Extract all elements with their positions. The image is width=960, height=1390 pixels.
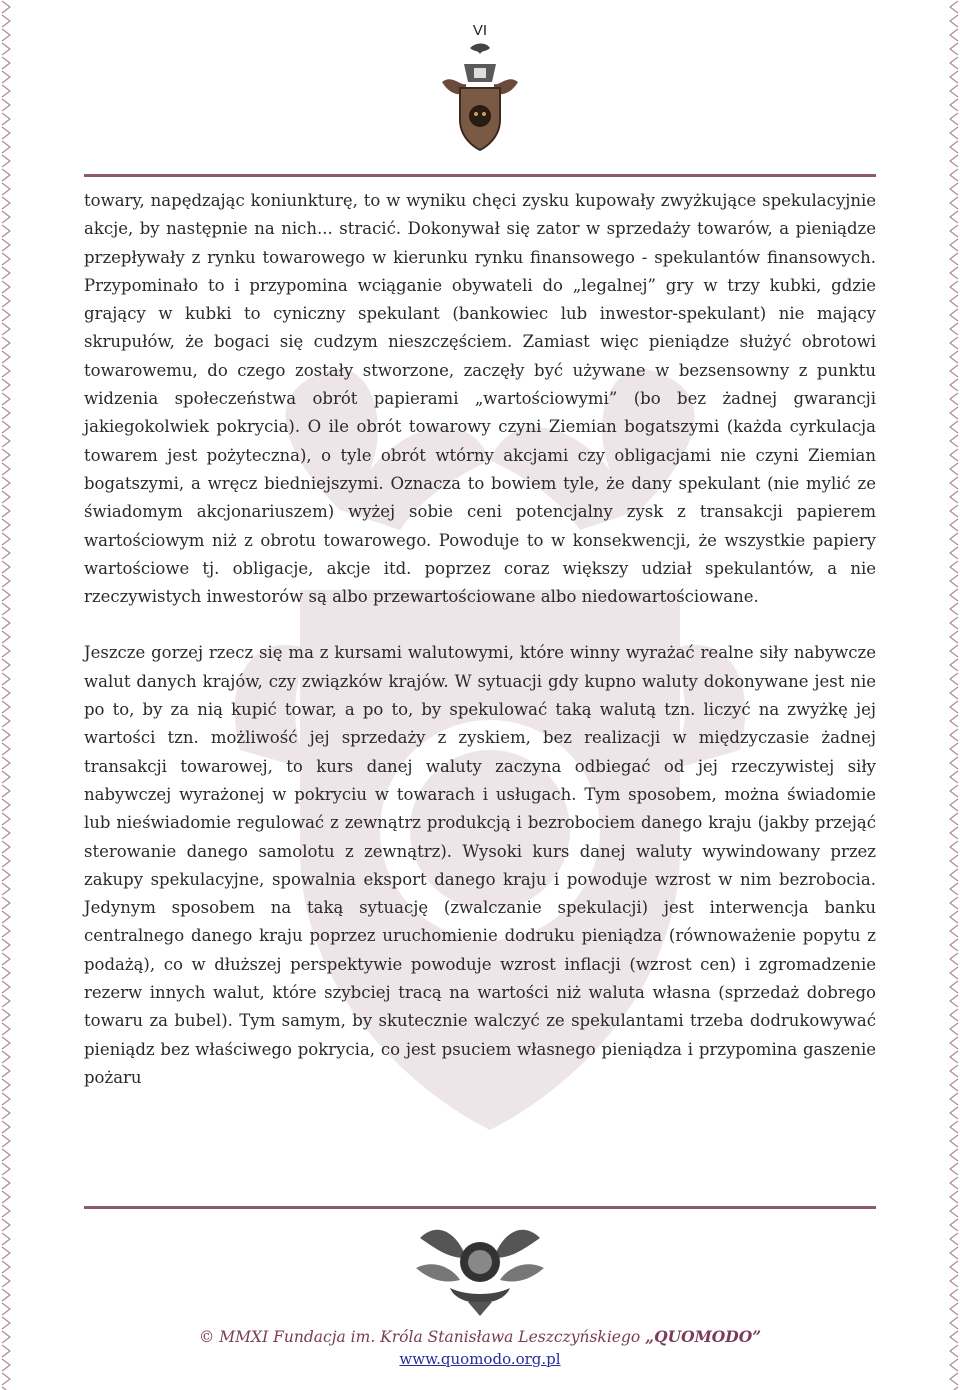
footer-divider (84, 1206, 876, 1209)
copyright-text: © MMXI Fundacja im. Króla Stanisława Leszczyńskiego (198, 1328, 641, 1346)
brand-name: „QUOMODO” (645, 1327, 762, 1346)
page-number: VI (472, 22, 488, 39)
right-decorative-border (948, 0, 960, 1390)
left-decorative-border (0, 0, 12, 1390)
article-body (84, 187, 876, 1092)
header-divider (84, 174, 876, 177)
coat-of-arms-icon (430, 42, 530, 154)
paragraph-currency-speculation: Jeszcze gorzej rzecz się ma z kursami walutowymi, które winny wyrażać realne siły nabywcze walut danych krajów, czy związków krajów. W sytuacji gdy kupno waluty dokonywane jest nie po to, by za nią kupić towar, a po to, by spekulować taką walutą tzn. liczyć na zwyżkę jej wartości tzn. możliwość jej sprzedaży z zyskiem, bez realizacji w międzyczasie żadnej transakcji towarowej, to kurs danej waluty zaczyna odbiegać od jej rzeczywistej siły nabywczej wyrażonej w pokryciu w towarach i usługach. Tym sposobem, można świadomie lub nieświadomie regulować z zewnątrz produkcją i bezrobociem danego kraju (jakby przejąć sterowanie danego samolotu z zewnątrz). Wysoki kurs danej waluty wywindowany przez zakupy spekulacyjne, spowalnia eksport danego kraju i powoduje wzrost w nim bezrobocia. Jedynym sposobem na taką sytuację (zwalczanie spekulacji) jest interwencja banku centralnego danego kraju poprzez uruchomienie dodruku pieniądza (równoważenie popytu z podażą), co w dłuższej perspektywie powoduje wzrost inflacji (wzrost cen) i zgromadzenie rezerw innych walut, które szybciej tracą na wartości niż waluta własna (sprzedaż dobrego towaru za bubel). Tym samym, by skutecznie walczyć ze spekulantami trzeba dodrukowywać pieniądz bez właściwego pokrycia, co jest psuciem własnego pieniądza i przypomina gaszenie pożaru (84, 643, 876, 1087)
footer-copyright (0, 1327, 960, 1346)
footer-website-link[interactable]: www.quomodo.org.pl (399, 1350, 561, 1368)
paragraph-speculation-securities: towary, napędzając koniunkturę, to w wyniku chęci zysku kupowały zwyżkujące spekulacyjnie akcje, by następnie na nich... stracić. Dokonywał się zator w sprzedaży towarów, a pieniądze przepływały z rynku towarowego w kierunku rynku finansowego - spekulantów finansowych. Przypominało to i przypomina wciąganie obywateli do „legalnej” gry w trzy kubki, gdzie grający w kubki to cyniczny spekulant (bankowiec lub inwestor-spekulant) nie mający skrupułów, że bogaci się cudzym nieszczęściem. Zamiast więc pieniądze służyć obrotowi towarowemu, do czego zostały stworzone, zaczęły być używane w bezsensowny z punktu widzenia społeczeństwa obrót papierami „wartościowymi” (bo bez żadnej gwarancji jakiegokolwiek pokrycia). O ile obrót towarowy czyni Ziemian bogatszymi (każda cyrkulacja towarem jest pożyteczna), o tyle obrót wtórny akcjami czy obligacjami nie czyni Ziemian bogatszymi, a wręcz biedniejszymi. Oznacza to bowiem tyle, że dany spekulant (nie mylić ze świadomym akcjonariuszem) wyżej sobie ceni potencjalny zysk z transakcji papierem wartościowym niż z obrotu towarowego. Powoduje to w konsekwencji, że wszystkie papiery wartościowe tj. obligacje, akcje itd. poprzez coraz większy udział spekulantów, a nie rzeczywistych inwestorów są albo przewartościowane albo niedowartościowane. (84, 191, 876, 607)
footer-ornament-icon (410, 1218, 550, 1318)
